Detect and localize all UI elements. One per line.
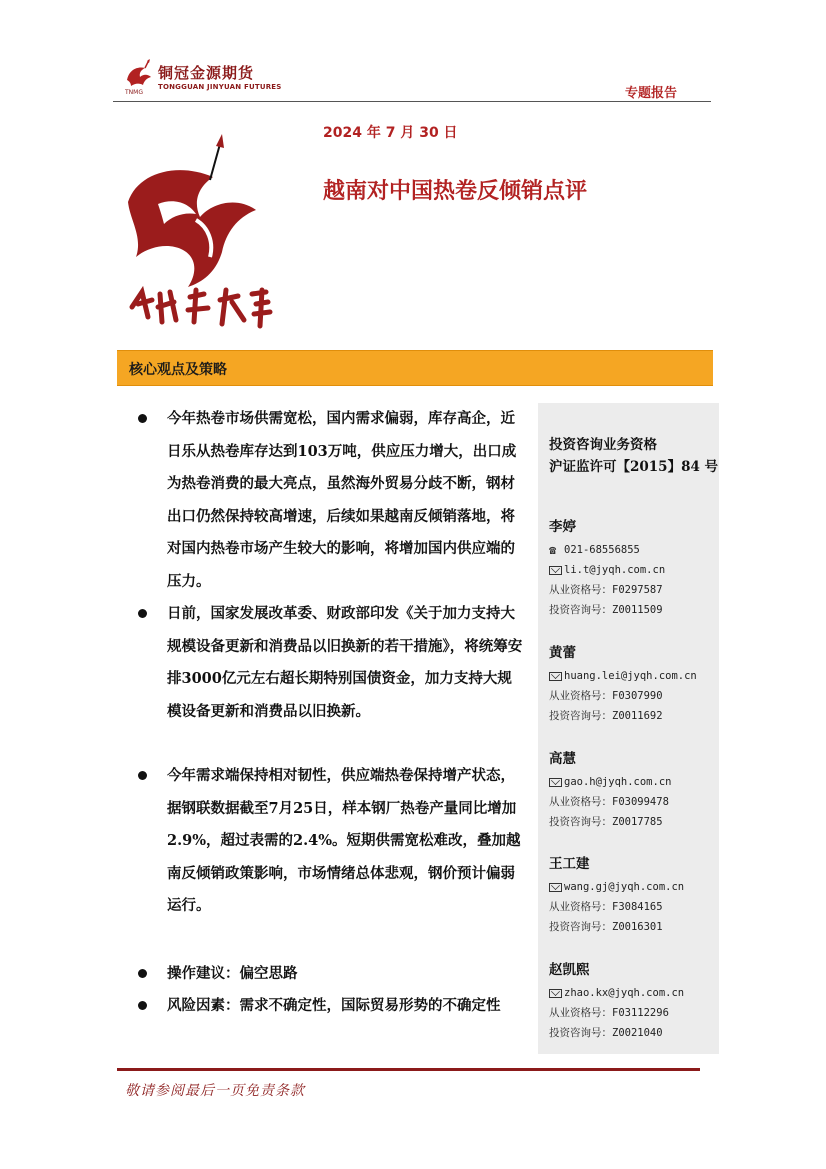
envelope-icon [549,883,562,892]
analyst-card [549,854,719,938]
disclaimer-note: 敬请参阅最后一页免责条款 [125,1083,305,1099]
analyst-email-row [549,561,719,581]
section-title: 核心观点及策略 [129,362,227,378]
bullet-dot-icon [138,414,147,423]
bullet-text: 风险因素：需求不确定性，国际贸易形势的不确定性 [167,997,501,1014]
bullet-dot-icon [138,969,147,978]
report-date: 2024 年 7 月 30 日 [323,125,458,141]
analyst-card [549,517,719,621]
bullet-dot-icon [138,609,147,618]
bullet-text: 今年热卷市场供需宽松，国内需求偏弱，库存高企，近日乐从热卷库存达到103万吨，供应压力增大，出口成为热卷消费的最大亮点，虽然海外贸易分歧不断，钢材出口仍然保持较高增速，后续如果越南反倾销落地，将对国内热卷市场产生较大的影响，将增加国内供应端的压力。 [167,410,517,590]
analyst-email-row [549,878,719,898]
analyst-consult-no: 投资咨询号：Z0011692 [549,710,663,722]
bullet-dot-icon [138,1001,147,1010]
company-emblem [118,132,278,342]
envelope-icon [549,566,562,575]
company-abbr: TNMG [125,89,143,96]
bullet-item [136,958,524,990]
analyst-email-row [549,984,719,1004]
bullet-item [136,403,524,598]
analyst-email[interactable]: huang.lei@jyqh.com.cn [564,670,697,682]
analyst-phone: 021-68556855 [564,544,640,556]
header-divider [113,101,711,102]
analyst-email-row [549,667,719,687]
analyst-practice-no: 从业资格号：F0307990 [549,690,663,702]
company-name-en: TONGGUAN JINYUAN FUTURES [158,83,282,91]
envelope-icon [549,989,562,998]
qualification-title: 投资咨询业务资格 [549,437,657,453]
analyst-card [549,643,719,727]
qualification-license: 沪证监许可【2015】84 号 [549,459,719,475]
analyst-email-row [549,773,719,793]
analyst-email[interactable]: gao.h@jyqh.com.cn [564,776,672,788]
analyst-name: 黄蕾 [549,645,576,661]
analyst-name: 赵凯熙 [549,962,590,978]
phone-icon: ☎ [549,543,557,557]
bullet-item [136,598,524,760]
analyst-card [549,960,719,1044]
analyst-email[interactable]: wang.gj@jyqh.com.cn [564,881,685,893]
analyst-phone-row [549,541,719,561]
analyst-practice-no: 从业资格号：F03112296 [549,1007,669,1019]
report-title: 越南对中国热卷反倾销点评 [323,179,588,204]
bullet-text: 今年需求端保持相对韧性，供应端热卷保持增产状态，据钢联数据截至7月25日，样本钢厂热卷产量同比增加2.9%，超过表需的2.4%。短期供需宽松难改，叠加越南反倾销政策影响，市场情绪总体悲观，钢价预计偏弱运行。 [167,767,521,914]
analyst-sidebar [538,403,719,1054]
analyst-practice-no: 从业资格号：F3084165 [549,901,663,913]
bullet-list [136,403,524,1023]
report-type-label: 专题报告 [625,86,678,101]
analyst-email[interactable]: li.t@jyqh.com.cn [564,564,666,576]
analyst-consult-no: 投资咨询号：Z0021040 [549,1027,663,1039]
envelope-icon [549,778,562,787]
envelope-icon [549,672,562,681]
analyst-practice-no: 从业资格号：F03099478 [549,796,669,808]
bullet-text: 日前，国家发展改革委、财政部印发《关于加力支持大规模设备更新和消费品以旧换新的若干措施》，将统筹安排3000亿元左右超长期特别国债资金，加力支持大规模设备更新和消费品以旧换新。 [167,605,523,720]
footer-divider [117,1068,700,1071]
analyst-consult-no: 投资咨询号：Z0017785 [549,816,663,828]
analyst-name: 李婷 [549,519,576,535]
analyst-name: 高慧 [549,751,576,767]
bullet-item [136,990,524,1023]
core-view-section-bar [117,350,713,386]
bullet-dot-icon [138,771,147,780]
company-name-cn: 铜冠金源期货 [158,64,255,82]
analyst-card [549,749,719,833]
analyst-consult-no: 投资咨询号：Z0016301 [549,921,663,933]
bullet-text: 操作建议：偏空思路 [167,965,298,982]
analyst-practice-no: 从业资格号：F0297587 [549,584,663,596]
analyst-name: 王工建 [549,856,590,872]
analyst-email[interactable]: zhao.kx@jyqh.com.cn [564,987,685,999]
analyst-consult-no: 投资咨询号：Z0011509 [549,604,663,616]
bullet-item [136,760,524,958]
